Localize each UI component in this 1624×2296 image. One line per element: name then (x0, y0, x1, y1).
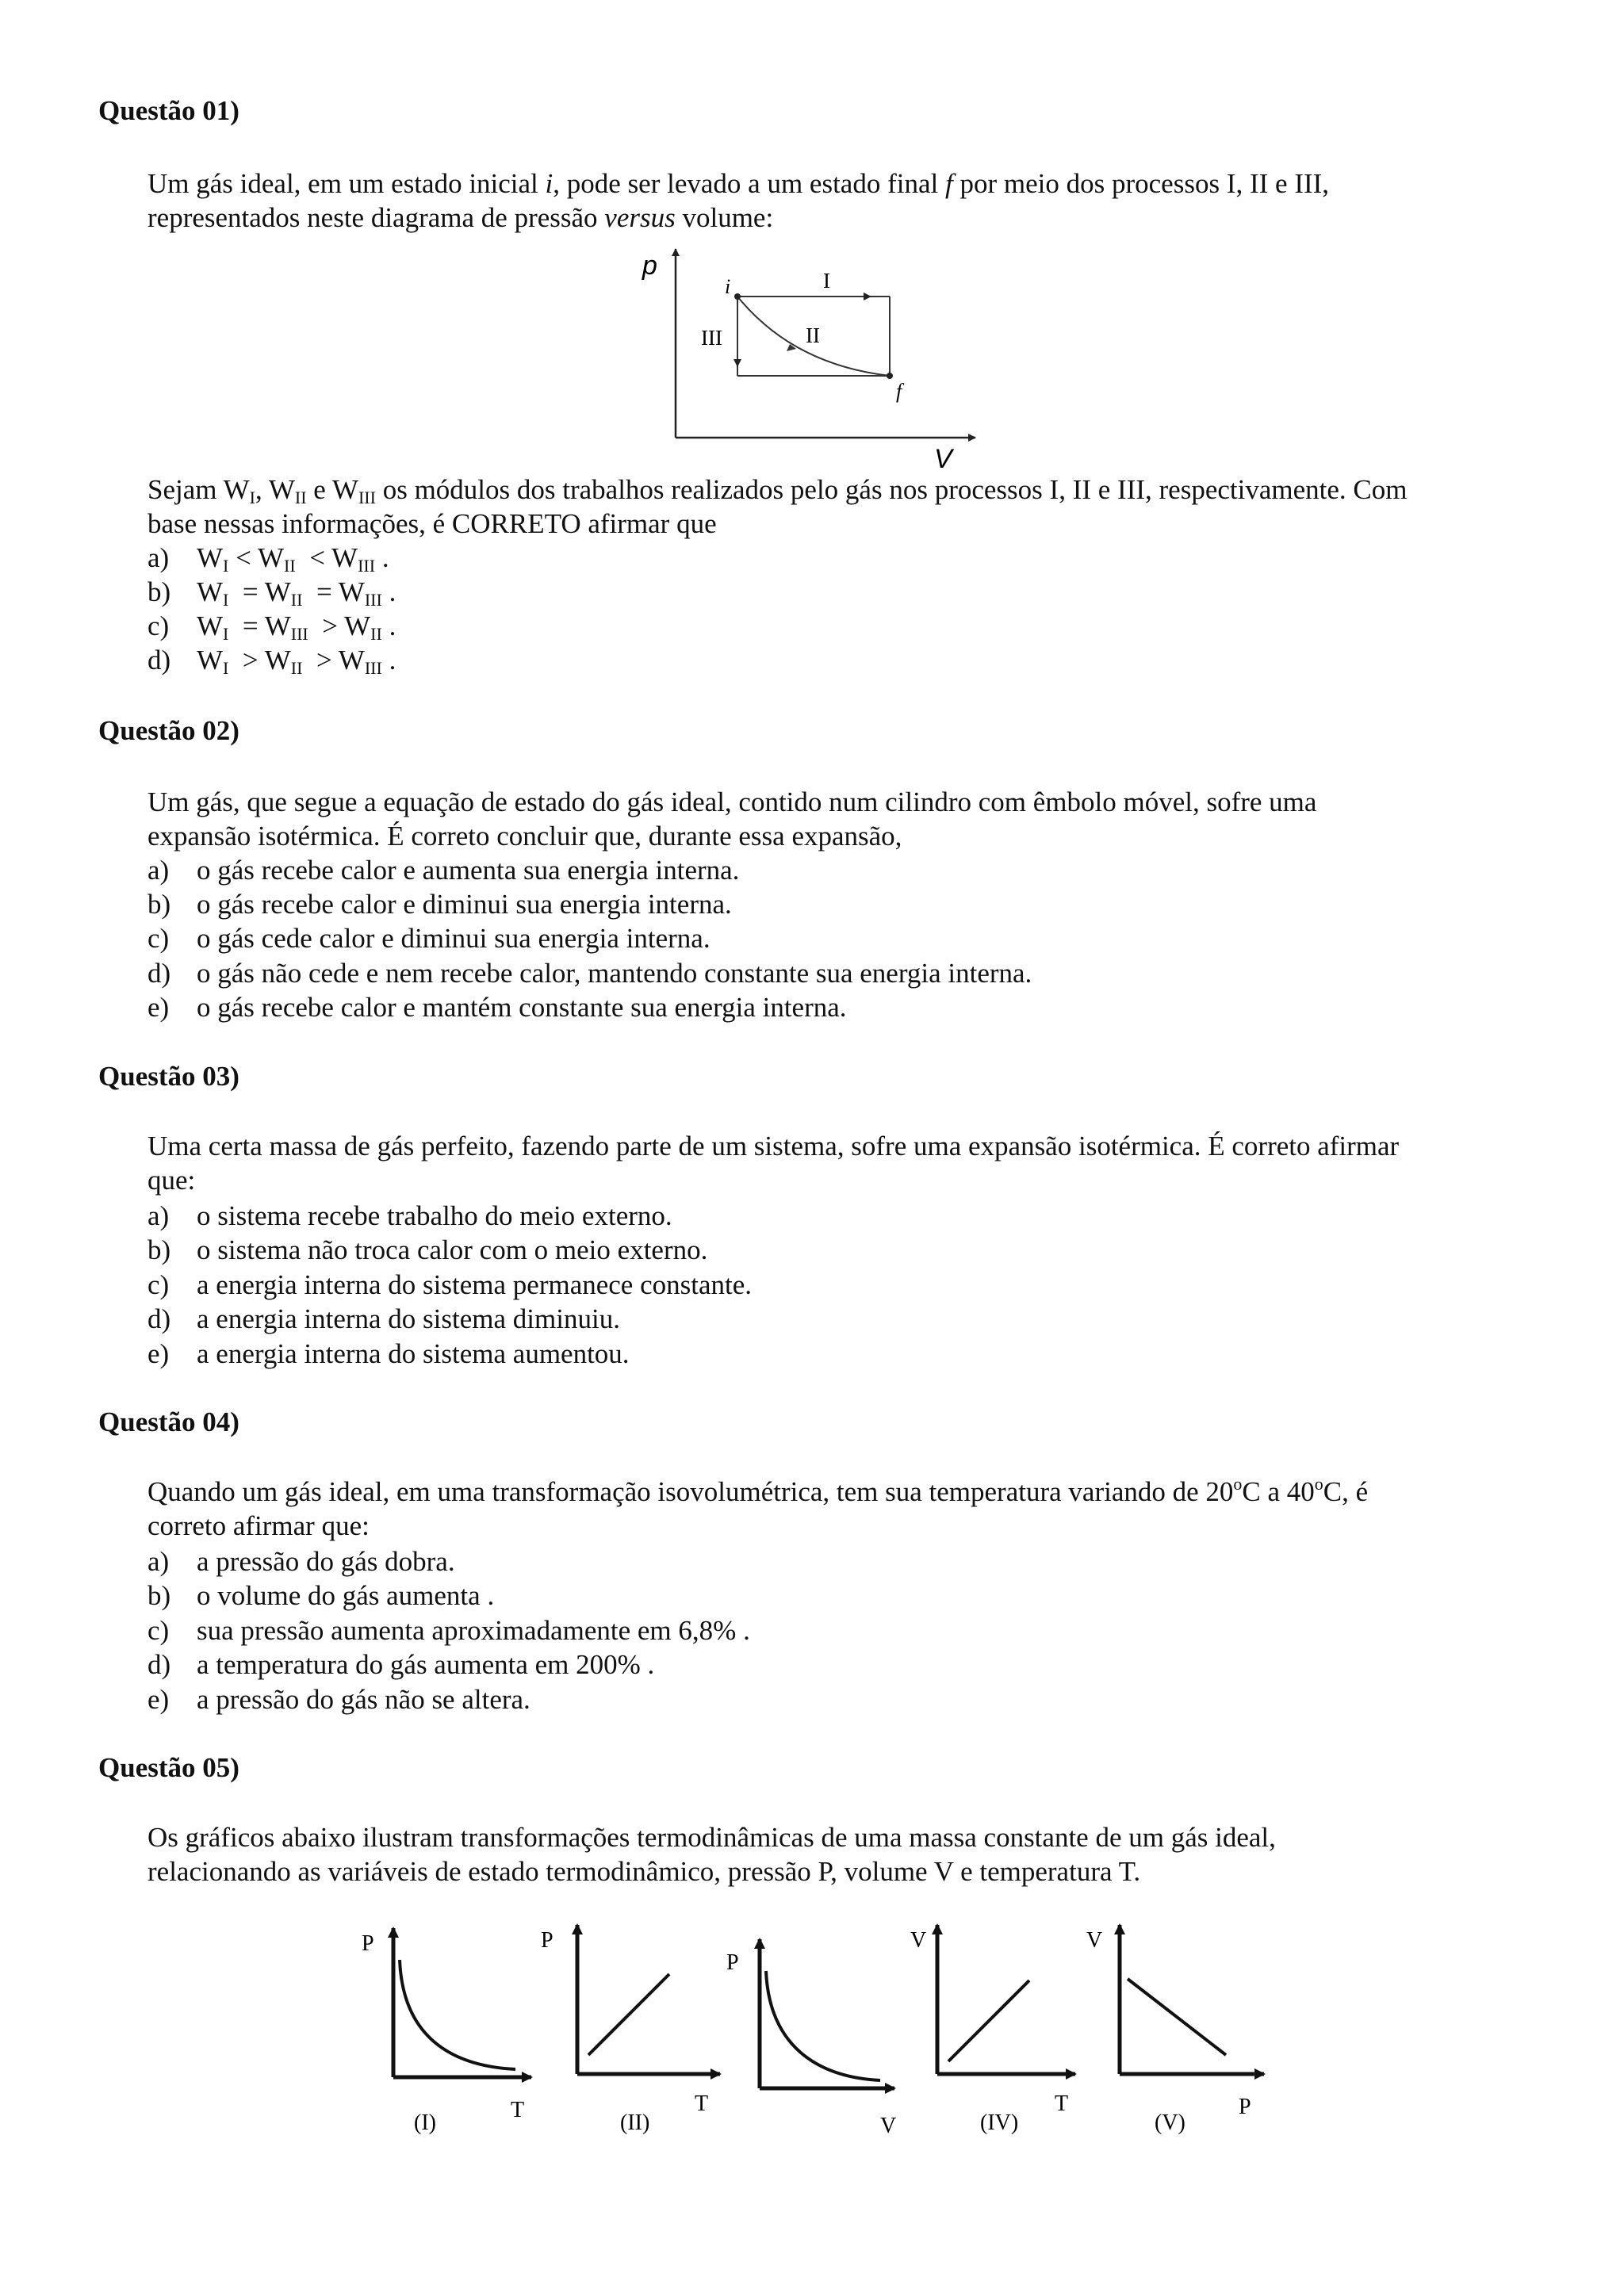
graph-2-y-label: P (541, 1928, 553, 1953)
state-i-point (734, 293, 741, 300)
graph-4-caption: (IV) (980, 2110, 1019, 2135)
q2-option-a[interactable]: a) o gás recebe calor e aumenta sua energia interna. (147, 855, 740, 886)
process-1-label: I (823, 269, 830, 293)
q4-option-e[interactable]: e) a pressão do gás não se altera. (147, 1684, 530, 1715)
q4-option-b[interactable]: b) o volume do gás aumenta . (147, 1580, 495, 1611)
q2-option-d[interactable]: d) o gás não cede e nem recebe calor, mantendo constante sua energia interna. (147, 958, 1032, 989)
q2-option-c[interactable]: c) o gás cede calor e diminui sua energia interna. (147, 923, 710, 954)
q1-option-c[interactable]: c) $W_I = W_{III} > W_{II}$ . (147, 610, 396, 644)
thermo-graphs (341, 1919, 1277, 2156)
graph-1-caption: (I) (414, 2110, 436, 2135)
graph-1-curve (400, 1960, 515, 2069)
question-3-statement: Uma certa massa de gás perfeito, fazendo parte de um sistema, sofre uma expansão isotérmica. É correto afirmar que: (147, 1131, 1400, 1196)
graph-2-line (588, 1974, 669, 2055)
graph-1 (362, 1928, 531, 2135)
v-axis-label: V (934, 444, 952, 468)
question-4-statement: Quando um gás ideal, em uma transformação isovolumétrica, tem sua temperatura variando de 20$^o$C a 40$^o$C, é correto afirmar que: (147, 1474, 1369, 1541)
q2-option-b[interactable]: b) o gás recebe calor e diminui sua energia interna. (147, 889, 732, 920)
graph-1-y-label: P (362, 1931, 374, 1956)
question-4-title: Questão 04) (98, 1406, 239, 1437)
graph-3-x-label: V (880, 2114, 897, 2138)
pv-diagram (626, 246, 991, 468)
q3-option-a[interactable]: a) o sistema recebe trabalho do meio externo. (147, 1200, 672, 1231)
question-2-statement: Um gás, que segue a equação de estado do gás ideal, contido num cilindro com êmbolo móvel, sofre uma expansão isotérmica. É correto concluir que, durante essa expansão, (147, 786, 1317, 851)
graph-5-y-label: V (1086, 1928, 1103, 1953)
question-1-title: Questão 01) (98, 95, 239, 126)
q2-option-e[interactable]: e) o gás recebe calor e mantém constante sua energia interna. (147, 992, 847, 1023)
q1-option-a[interactable]: a) $W_I < W_{II} < W_{III}$ . (147, 542, 389, 576)
question-2-title: Questão 02) (98, 715, 239, 746)
process-2-label: II (806, 323, 820, 347)
q1-option-b[interactable]: b) $W_I = W_{II} = W_{III}$ . (147, 576, 396, 610)
q3-option-e[interactable]: e) a energia interna do sistema aumentou. (147, 1338, 630, 1369)
graph-2-caption: (II) (620, 2110, 650, 2135)
question-5-title: Questão 05) (98, 1752, 239, 1783)
graph-5-caption: (V) (1155, 2110, 1185, 2135)
q4-option-c[interactable]: c) sua pressão aumenta aproximadamente em 6,8% . (147, 1615, 750, 1646)
graph-5 (1086, 1925, 1264, 2135)
graph-2-x-label: T (695, 2091, 709, 2116)
q4-option-a[interactable]: a) a pressão do gás dobra. (147, 1546, 455, 1577)
q3-option-b[interactable]: b) o sistema não troca calor com o meio externo. (147, 1234, 708, 1265)
q1-option-d[interactable]: d) $W_I > W_{II} > W_{III}$ . (147, 645, 396, 678)
state-i-label: i (725, 275, 731, 298)
p-axis-label: p (642, 251, 657, 281)
graph-4-line (948, 1980, 1029, 2061)
graph-2 (541, 1925, 720, 2135)
question-1-statement: Um gás ideal, em um estado inicial i, pode ser levado a um estado final f por meio dos processos I, II e III, representados neste diagrama de pressão versus volume: (147, 168, 1330, 233)
q3-option-c[interactable]: c) a energia interna do sistema permanece constante. (147, 1269, 753, 1300)
process-3-label: III (701, 326, 722, 350)
question-3-title: Questão 03) (98, 1061, 239, 1092)
q3-option-d[interactable]: d) a energia interna do sistema diminuiu. (147, 1303, 620, 1334)
graph-4-x-label: T (1055, 2091, 1069, 2116)
graph-3-y-label: P (726, 1950, 739, 1975)
question-5-statement: Os gráficos abaixo ilustram transformações termodinâmicas de uma massa constante de um gás ideal, relacionando as variáveis de estado termodinâmico, pressão P, volume V e temperatura T. (147, 1822, 1276, 1887)
graph-4-y-label: V (910, 1928, 927, 1953)
state-f-point (887, 373, 893, 379)
graph-3 (726, 1939, 896, 2138)
graph-3-curve (766, 1971, 880, 2080)
graph-5-line (1128, 1979, 1226, 2055)
graph-5-x-label: P (1239, 2095, 1251, 2119)
graph-4 (910, 1925, 1075, 2135)
state-f-label: f (896, 380, 902, 403)
question-1-body: Sejam $W_I$, $W_{II}$ e $W_{III}$ os módulos dos trabalhos realizados pelo gás nos processos I, II e III, respectivamente. Com base nessas informações, é CORRETO afirmar que (147, 474, 1408, 539)
graph-1-x-label: T (511, 2098, 525, 2122)
q4-option-d[interactable]: d) a temperatura do gás aumenta em 200% . (147, 1649, 655, 1680)
